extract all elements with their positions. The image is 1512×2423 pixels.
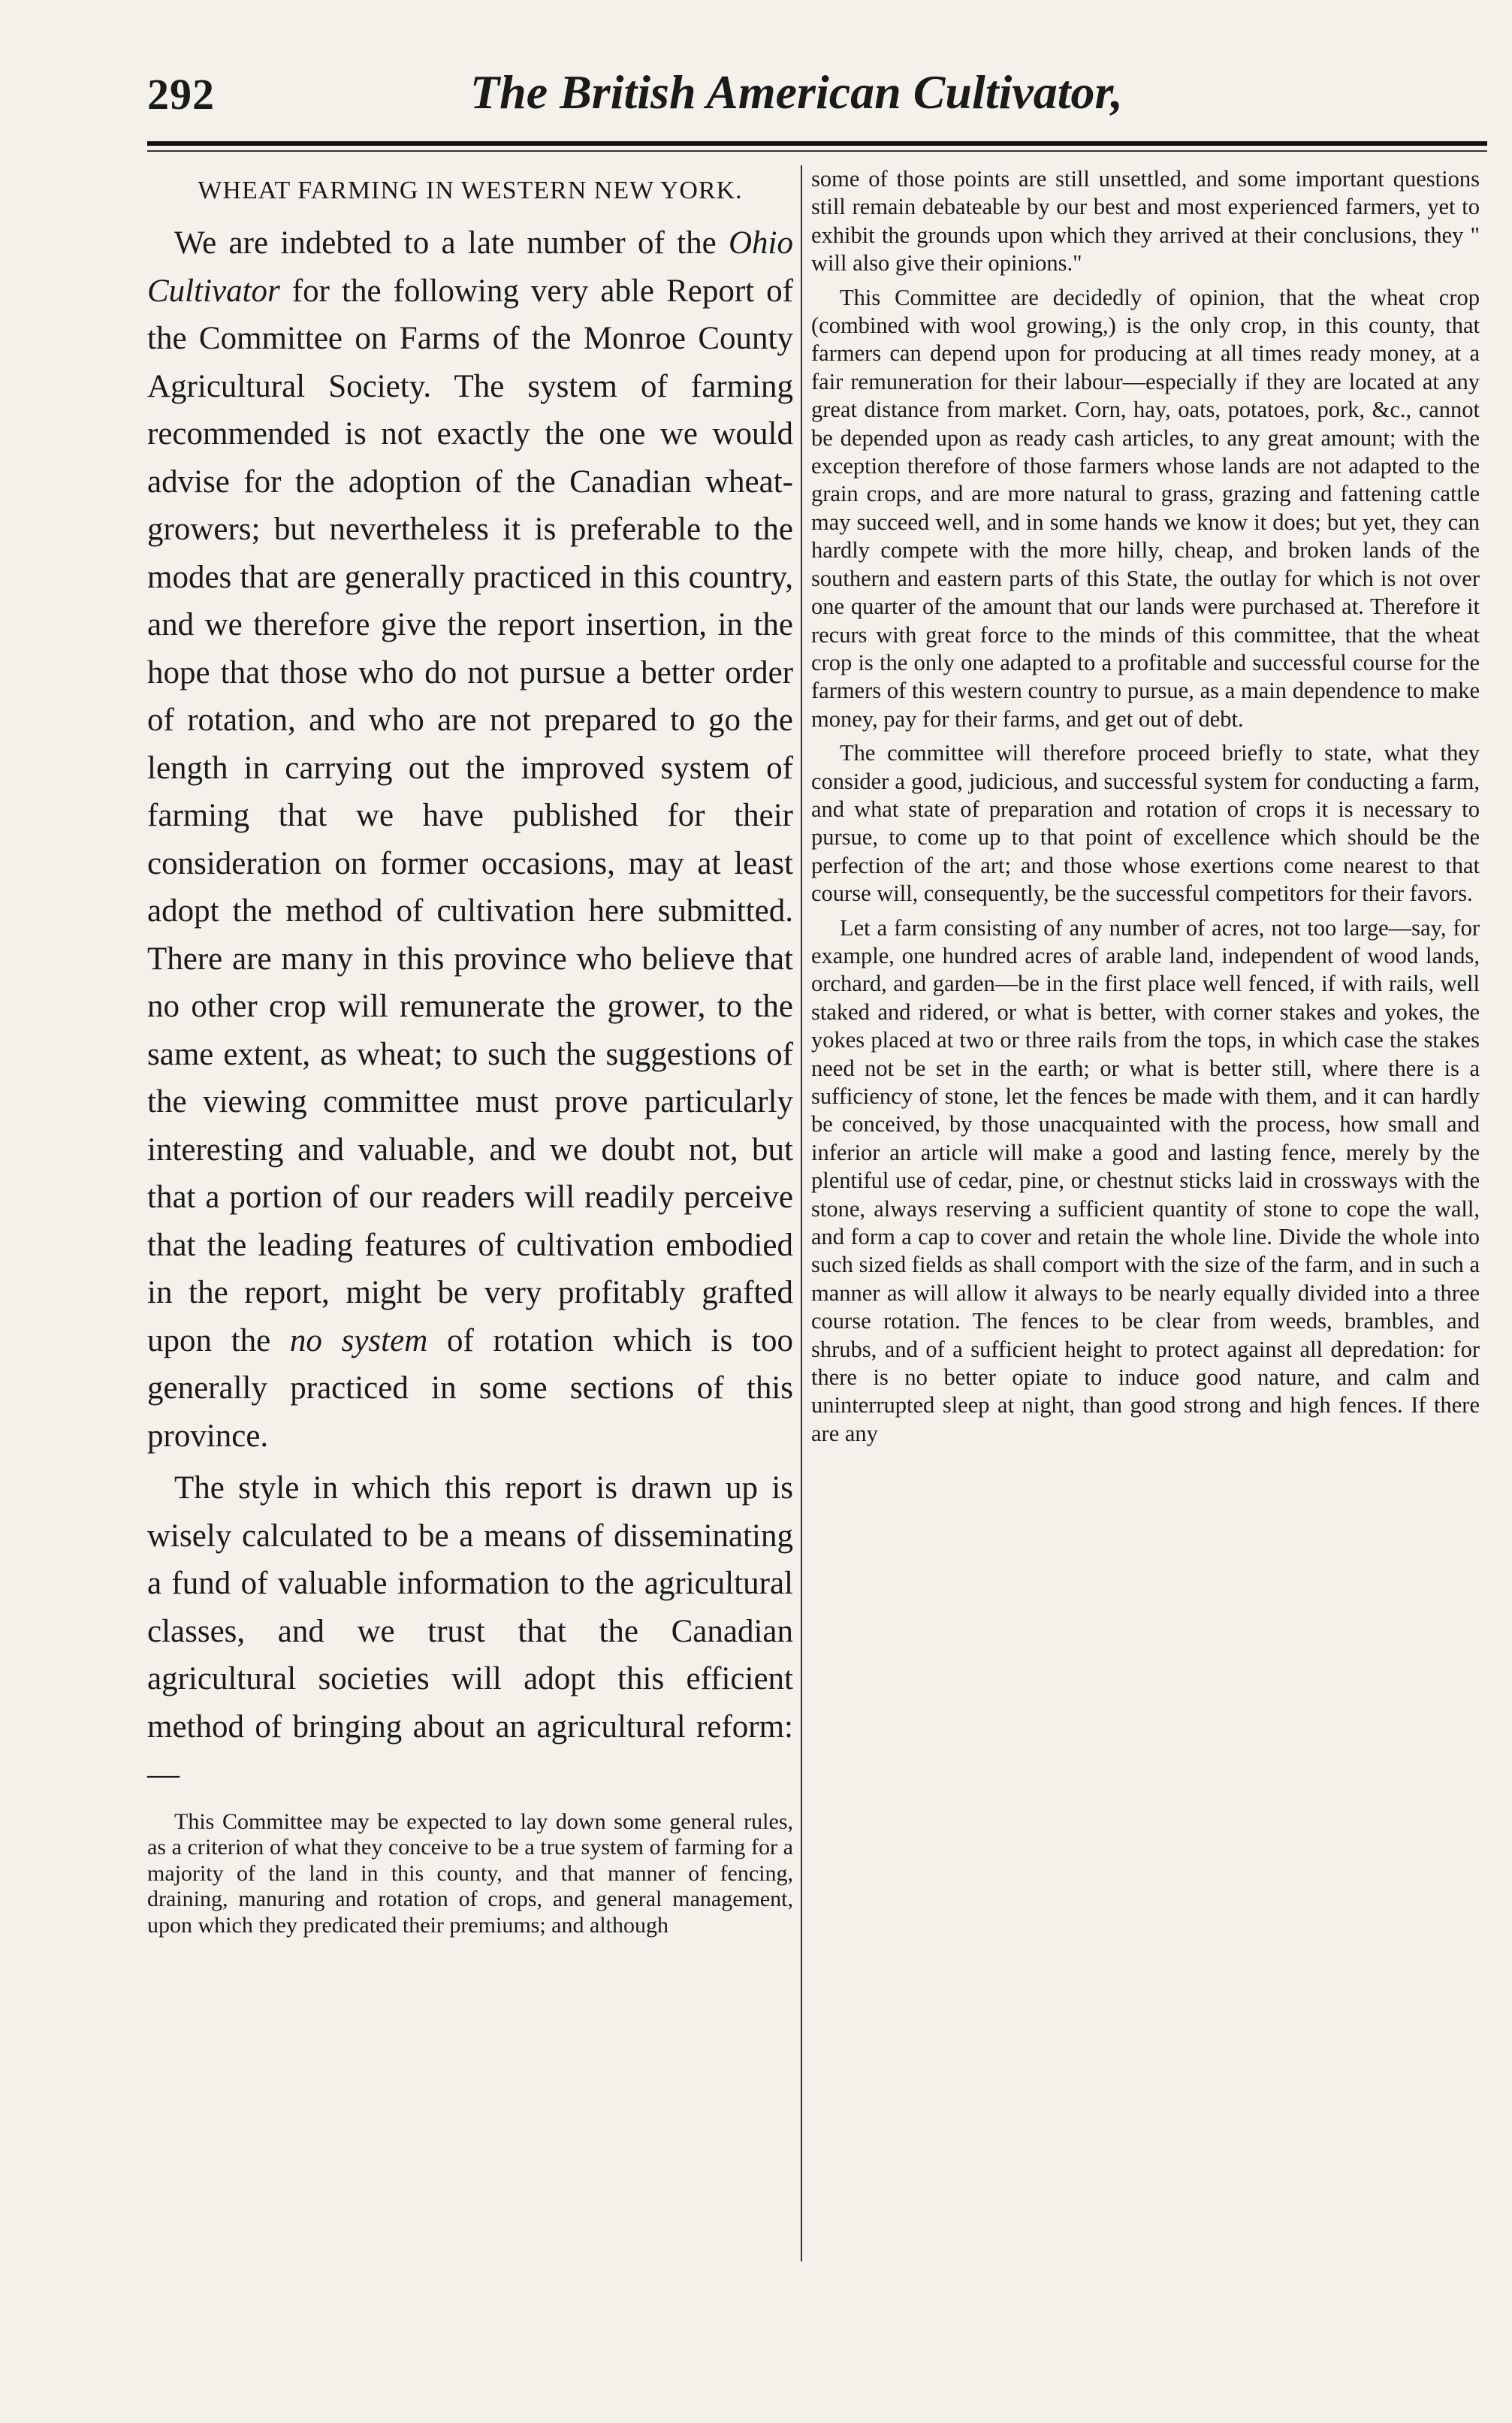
report-paragraph-3: This Committee are decidedly of opinion, that the wheat crop (combined with wool growing,) is the only crop, in this county, that farmers can depend upon for producing at all times ready money, at a fair remuneration for their labour—especially if they are located at any great distance from market. Corn, hay, oats, potatoes, pork, &c., cannot be depended upon as ready cash articles, to any great amount; with the exception therefore of those farmers whose lands are not adapted to the grain crops, and are more natural to grass, grazing and fattening cattle may succeed well, and in some hands we know it does; but yet, they can hardly compete with the more hilly, cheap, and broken lands of the southern and eastern parts of this State, the outlay for which is not over one quarter of the amount that our lands were purchased at. Therefore it recurs with great force to the minds of this committee, that the wheat crop is the only one adapted to a profitable and successful course for the farmers of this western country to pursue, as a main dependence to make money, pay for their farms, and get out of debt. xyxy=(811,284,1480,732)
report-paragraph-4: The committee will therefore proceed briefly to state, what they consider a good, judicious, and successful system for conducting a farm, and what state of preparation and rotation of crops it is necessary to pursue, to come up to that point of excellence which should be the perfection of the art; and those whose exertions come nearest to that course will, consequently, be the successful competitors for their favors. xyxy=(811,740,1480,907)
intro-italic-source: Ohio Cultivator xyxy=(147,225,793,309)
intro-paragraph-2: The style in which this report is drawn up is wisely calculated to be a means of disseminating a fund of valuable information to the agricultural classes, and we trust that the Canadian agricultural societies will adopt this efficient method of bringing about an agricultural reform:— xyxy=(147,1470,793,1792)
header-rule-thick xyxy=(147,141,1487,146)
right-column xyxy=(811,165,1480,1448)
page-number: 292 xyxy=(147,70,215,119)
intro-text-a: We are indebted to a late number of the xyxy=(174,225,729,261)
article-title: WHEAT FARMING IN WESTERN NEW YORK. xyxy=(198,177,743,204)
running-title: The British American Cultivator, xyxy=(470,65,1123,119)
intro-text-c: of rotation which is too generally practiced in some sections of this province. xyxy=(147,1322,793,1454)
report-paragraph-5: Let a farm consisting of any number of acres, not too large—say, for example, one hundred acres of arable land, independent of wood lands, orchard, and garden—be in the first place well fenced, if with rails, well staked and ridered, or what is better, with corner stakes and yokes, the yokes placed at two or three rails from the tops, in which case the stakes need not be set in the earth; or what is better still, where there is a sufficiency of stone, let the fences be made with them, and it can hardly be conceived, by those unacquainted with the process, how small and inferior an article will make a good and lasting fence, merely by the plentiful use of cedar, pine, or chestnut sticks laid in crossways with the stone, always reserving a sufficient quantity of stone to cope the wall, and form a cap to cover and retain the whole line. Divide the whole into such sized fields as shall comport with the size of the farm, and in such a manner as will allow it always to be nearly equally divided into a three course rotation. The fences to be clear from weeds, brambles, and shrubs, and of a sufficient height to protect against all depredation: for there is no better opiate to induce good nature, and calm and uninterrupted sleep at night, than good strong and high fences. If there are any xyxy=(811,914,1480,1446)
header-rule-thin xyxy=(147,150,1487,152)
column-divider xyxy=(801,165,802,2261)
intro-paragraph-1 xyxy=(147,219,793,1460)
report-paragraph-1: This Committee may be expected to lay down some general rules, as a criterion of what they conceive to be a true system of farming for a majority of the land in this county, and that manner of fencing, draining, manuring and rotation of crops, and general management, upon which they predicated their premiums; and although xyxy=(147,1808,793,1938)
intro-italic-no-system: no system xyxy=(289,1322,428,1358)
report-paragraph-2: some of those points are still unsettled, and some important questions still remain debateable by our best and most experienced farmers, yet to exhibit the grounds upon which they arrived at their conclusions, they " will also give their opinions." xyxy=(811,166,1480,276)
left-column xyxy=(147,165,793,1938)
intro-text-b: for the following very able Report of the Committee on Farms of the Monroe County Agricultural Society. The system of farming recommended is not exactly the one we would advise for the adoption of the Canadian wheat-growers; but nevertheless it is preferable to the modes that are generally practiced in this country, and we therefore give the report insertion, in the hope that those who do not pursue a better order of rotation, and who are not prepared to go the length in carrying out the improved system of farming that we have published for their consideration on former occasions, may at least adopt the method of cultivation here submitted. There are many in this province who believe that no other crop will remunerate the grower, to the same extent, as wheat; to such the suggestions of the viewing committee must prove particularly interesting and valuable, and we doubt not, but that a portion of our readers will readily perceive that the leading features of cultivation embodied in the report, might be very profitably grafted upon the xyxy=(147,273,793,1358)
page-header xyxy=(147,60,1482,143)
